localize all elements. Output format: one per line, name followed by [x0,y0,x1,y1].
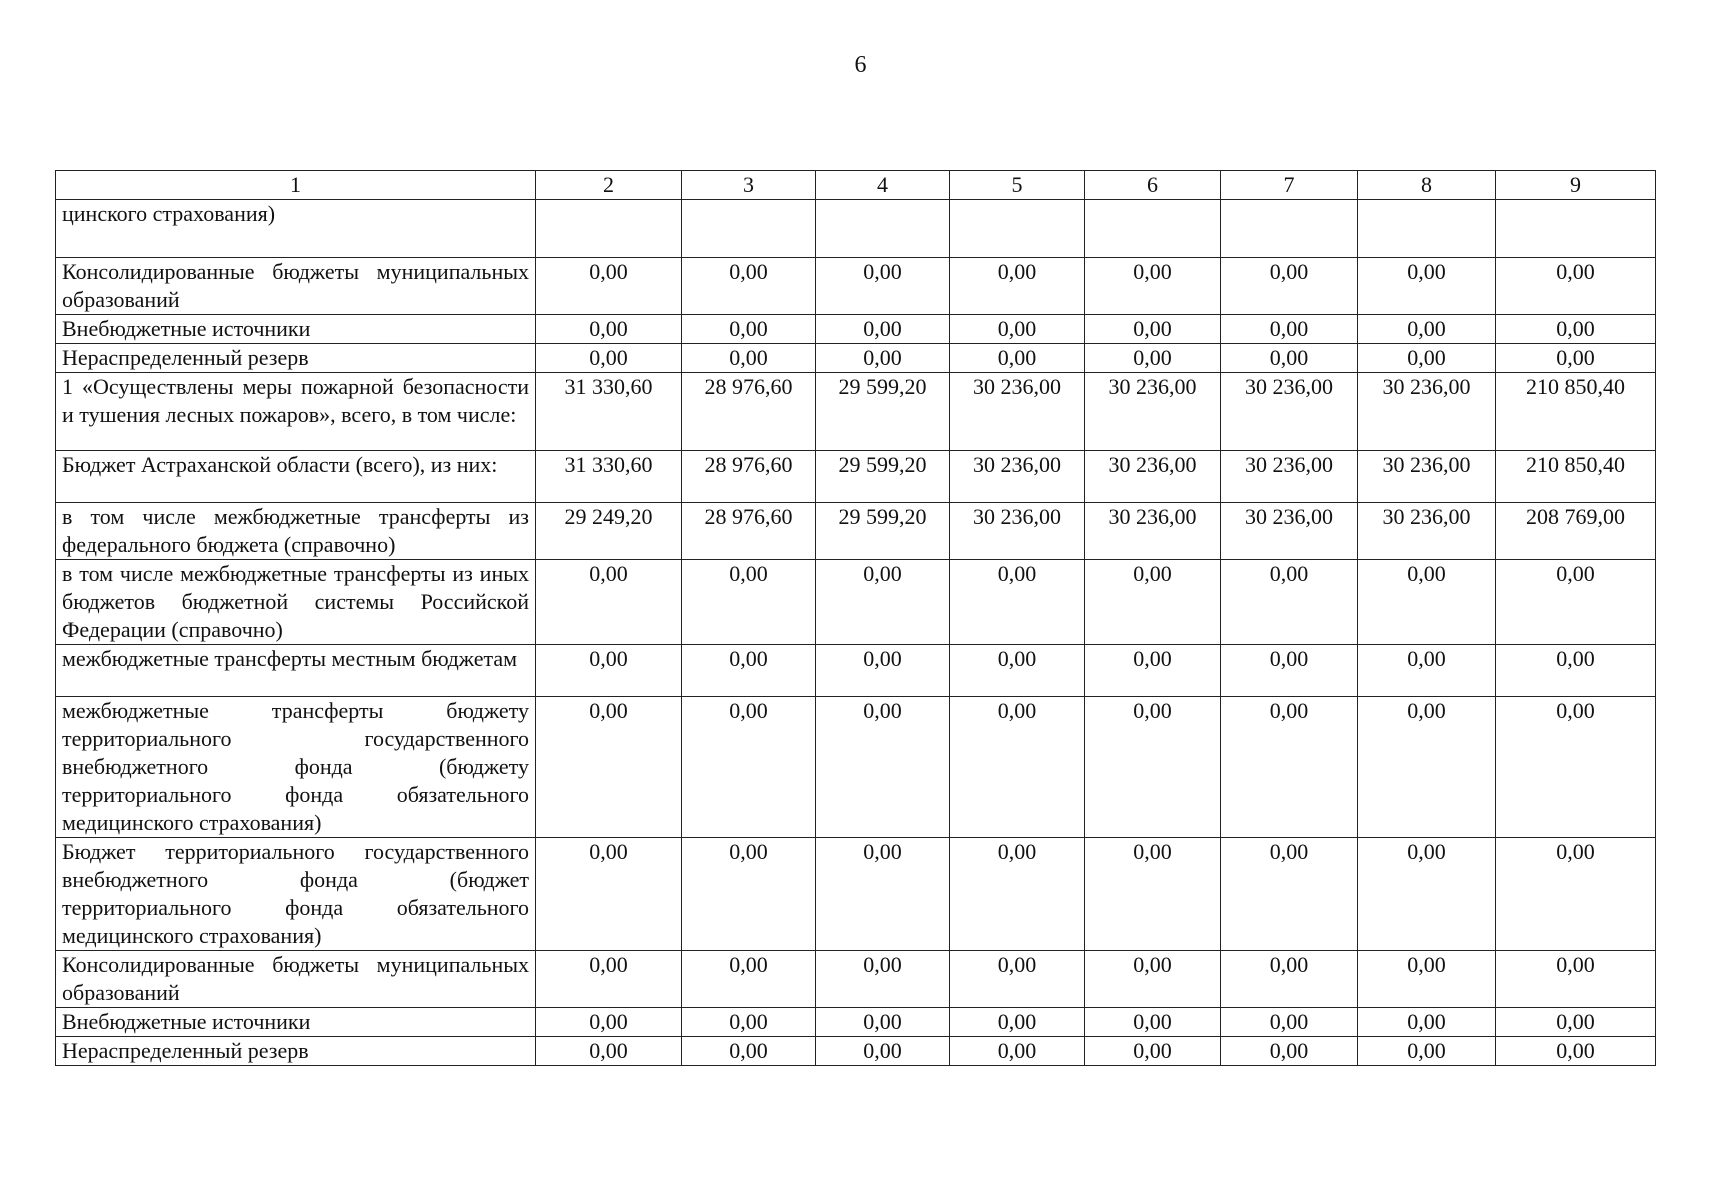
value-cell: 0,00 [1221,258,1358,315]
value-cell: 30 236,00 [1358,503,1496,560]
value-cell: 0,00 [950,560,1085,645]
table-row [56,951,1656,1008]
value-cell: 0,00 [950,258,1085,315]
value-cell: 0,00 [1221,1008,1358,1037]
row-label: межбюджетные трансферты местным бюджетам [56,645,536,697]
value-cell: 0,00 [1221,697,1358,838]
column-header: 4 [816,171,950,200]
row-label: Бюджет Астраханской области (всего), из них: [56,451,536,503]
value-cell: 0,00 [536,344,682,373]
value-cell: 0,00 [1221,315,1358,344]
value-cell: 0,00 [816,560,950,645]
value-cell: 0,00 [1085,951,1221,1008]
value-cell: 0,00 [682,258,816,315]
column-header: 1 [56,171,536,200]
value-cell: 29 249,20 [536,503,682,560]
table-row [56,1008,1656,1037]
value-cell: 0,00 [816,697,950,838]
table-row [56,697,1656,838]
value-cell: 0,00 [816,645,950,697]
table-row [56,838,1656,951]
row-label: 1 «Осуществлены меры пожарной безопасности и тушения лесных пожаров», всего, в том числе: [56,373,536,451]
table-row [56,200,1656,258]
row-label: Внебюджетные источники [56,315,536,344]
value-cell: 0,00 [1358,697,1496,838]
value-cell: 0,00 [950,697,1085,838]
value-cell: 0,00 [1358,645,1496,697]
value-cell: 30 236,00 [950,503,1085,560]
value-cell: 29 599,20 [816,451,950,503]
row-label: Бюджет территориального государственного внебюджетного фонда (бюджет территориального фонда обязательного медицинского страхования) [56,838,536,951]
value-cell: 0,00 [682,838,816,951]
row-label: межбюджетные трансферты бюджету территориального государственного внебюджетного фонда (бюджету территориального фонда обязательного медицинского страхования) [56,697,536,838]
value-cell: 0,00 [1085,697,1221,838]
value-cell: 0,00 [1496,951,1656,1008]
row-label: цинского страхования) [56,200,536,258]
value-cell: 0,00 [536,1037,682,1066]
column-header: 6 [1085,171,1221,200]
value-cell: 0,00 [536,838,682,951]
value-cell: 0,00 [1085,315,1221,344]
table-body [56,200,1656,1066]
value-cell: 0,00 [816,951,950,1008]
value-cell: 0,00 [1085,258,1221,315]
value-cell: 0,00 [682,697,816,838]
value-cell: 210 850,40 [1496,373,1656,451]
row-label: Нераспределенный резерв [56,344,536,373]
table-row [56,1037,1656,1066]
value-cell: 210 850,40 [1496,451,1656,503]
value-cell: 0,00 [950,315,1085,344]
value-cell: 0,00 [536,258,682,315]
row-label: Нераспределенный резерв [56,1037,536,1066]
page-number: 6 [854,52,867,78]
budget-table [55,170,1656,1066]
value-cell: 0,00 [1221,344,1358,373]
value-cell: 30 236,00 [950,373,1085,451]
row-label: в том числе межбюджетные трансферты из иных бюджетов бюджетной системы Российской Федерации (справочно) [56,560,536,645]
value-cell: 0,00 [1221,951,1358,1008]
value-cell: 30 236,00 [1358,451,1496,503]
value-cell: 0,00 [1358,838,1496,951]
value-cell [950,200,1085,258]
value-cell: 0,00 [1085,1037,1221,1066]
value-cell: 30 236,00 [1085,451,1221,503]
value-cell: 0,00 [1358,344,1496,373]
value-cell: 0,00 [1085,344,1221,373]
table-row [56,503,1656,560]
value-cell: 0,00 [1496,560,1656,645]
value-cell [1085,200,1221,258]
value-cell: 0,00 [536,951,682,1008]
value-cell: 30 236,00 [950,451,1085,503]
value-cell: 0,00 [1496,315,1656,344]
value-cell: 0,00 [536,560,682,645]
value-cell: 0,00 [682,344,816,373]
value-cell: 0,00 [1221,645,1358,697]
value-cell: 30 236,00 [1085,373,1221,451]
value-cell: 29 599,20 [816,373,950,451]
value-cell: 0,00 [950,645,1085,697]
value-cell: 30 236,00 [1085,503,1221,560]
column-header: 7 [1221,171,1358,200]
value-cell [1496,200,1656,258]
value-cell: 0,00 [682,315,816,344]
value-cell: 0,00 [950,951,1085,1008]
value-cell: 0,00 [536,315,682,344]
value-cell [816,200,950,258]
value-cell: 0,00 [1358,951,1496,1008]
value-cell: 0,00 [1358,1037,1496,1066]
value-cell: 29 599,20 [816,503,950,560]
value-cell: 30 236,00 [1221,503,1358,560]
value-cell: 0,00 [1358,1008,1496,1037]
value-cell: 0,00 [1496,1008,1656,1037]
value-cell: 0,00 [682,1037,816,1066]
value-cell: 0,00 [1085,1008,1221,1037]
value-cell: 0,00 [536,1008,682,1037]
value-cell: 0,00 [950,344,1085,373]
table-row [56,645,1656,697]
value-cell: 0,00 [1221,560,1358,645]
value-cell: 30 236,00 [1221,451,1358,503]
value-cell: 0,00 [1085,560,1221,645]
row-label: в том числе межбюджетные трансферты из федерального бюджета (справочно) [56,503,536,560]
table-row [56,344,1656,373]
value-cell [682,200,816,258]
value-cell: 30 236,00 [1358,373,1496,451]
value-cell: 0,00 [1496,645,1656,697]
value-cell: 0,00 [950,1037,1085,1066]
value-cell [536,200,682,258]
value-cell: 0,00 [682,560,816,645]
column-header: 8 [1358,171,1496,200]
value-cell: 0,00 [536,645,682,697]
header-row [56,171,1656,200]
value-cell: 31 330,60 [536,451,682,503]
value-cell: 0,00 [1358,258,1496,315]
value-cell: 0,00 [1496,344,1656,373]
value-cell: 30 236,00 [1221,373,1358,451]
column-header: 2 [536,171,682,200]
value-cell: 28 976,60 [682,373,816,451]
value-cell: 0,00 [816,344,950,373]
value-cell: 0,00 [682,645,816,697]
value-cell: 0,00 [1358,560,1496,645]
value-cell: 0,00 [950,1008,1085,1037]
column-header: 5 [950,171,1085,200]
table-row [56,560,1656,645]
table-row [56,315,1656,344]
value-cell [1221,200,1358,258]
row-label: Консолидированные бюджеты муниципальных образований [56,258,536,315]
column-header: 3 [682,171,816,200]
value-cell: 28 976,60 [682,451,816,503]
value-cell: 0,00 [682,1008,816,1037]
value-cell: 0,00 [1496,697,1656,838]
value-cell [1358,200,1496,258]
value-cell: 0,00 [1496,258,1656,315]
value-cell: 0,00 [1221,838,1358,951]
value-cell: 0,00 [816,258,950,315]
value-cell: 0,00 [1358,315,1496,344]
value-cell: 0,00 [816,315,950,344]
value-cell: 0,00 [1221,1037,1358,1066]
table-row [56,373,1656,451]
value-cell: 0,00 [816,838,950,951]
value-cell: 208 769,00 [1496,503,1656,560]
table-row [56,451,1656,503]
value-cell: 0,00 [950,838,1085,951]
value-cell: 0,00 [1085,645,1221,697]
value-cell: 0,00 [816,1037,950,1066]
value-cell: 0,00 [1496,1037,1656,1066]
value-cell: 0,00 [536,697,682,838]
column-header: 9 [1496,171,1656,200]
value-cell: 28 976,60 [682,503,816,560]
row-label: Внебюджетные источники [56,1008,536,1037]
value-cell: 0,00 [1496,838,1656,951]
table-row [56,258,1656,315]
value-cell: 0,00 [816,1008,950,1037]
value-cell: 31 330,60 [536,373,682,451]
value-cell: 0,00 [1085,838,1221,951]
row-label: Консолидированные бюджеты муниципальных образований [56,951,536,1008]
value-cell: 0,00 [682,951,816,1008]
